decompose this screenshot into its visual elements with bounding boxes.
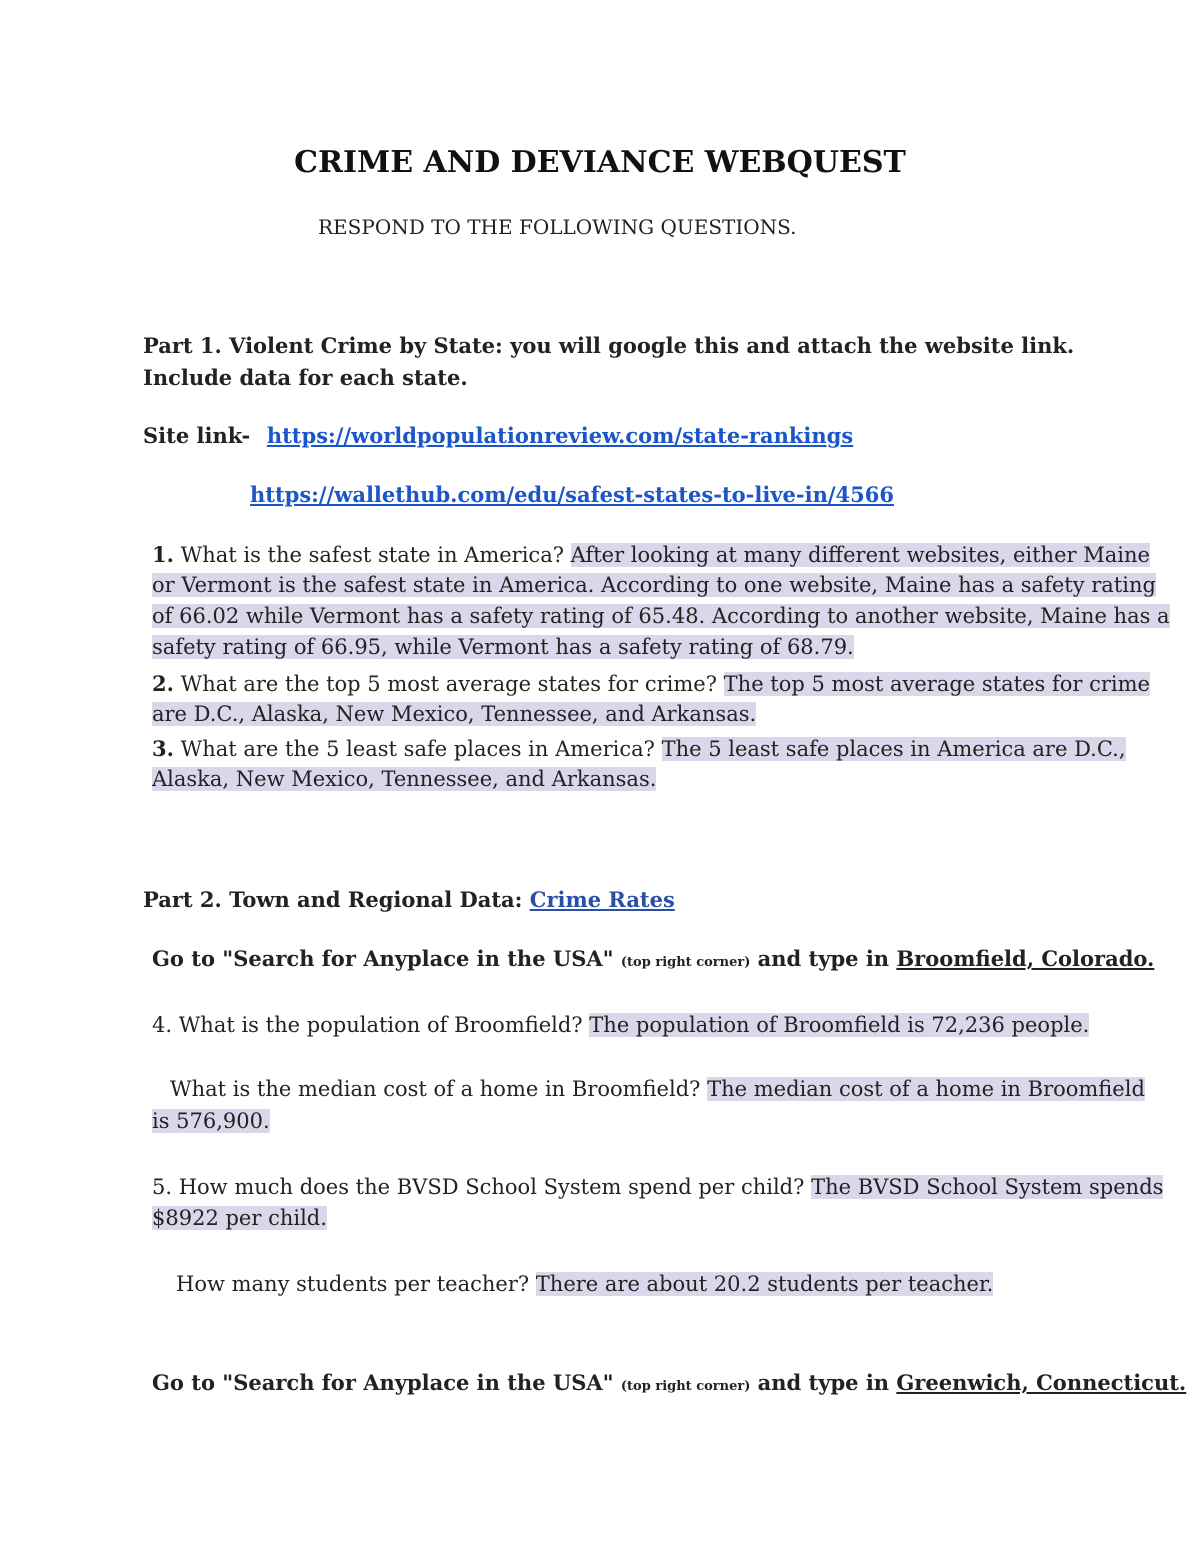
instruction1-place: Broomfield, Colorado. [896,946,1155,971]
part1-heading-line1: Part 1. Violent Crime by State: you will google this and attach the website link. [143,333,1075,358]
instruction1-pre: Go to "Search for Anyplace in the USA" [152,946,621,971]
q4-line [152,1010,1089,1042]
q5-answer-line1: The BVSD School System spends [811,1175,1164,1199]
q4-answer: The population of Broomfield is 72,236 people. [589,1013,1090,1037]
site-link-row [143,420,853,453]
crime-rates-link[interactable]: Crime Rates [529,887,675,912]
q1-question: What is the safest state in America? [173,543,571,567]
instruction2-place: Greenwich, Connecticut. [896,1370,1187,1395]
instruction-broomfield [152,943,1154,979]
q4-question: 4. What is the population of Broomfield? [152,1013,590,1037]
q2-answer-line1: The top 5 most average states for crime [723,672,1150,696]
q5-line1 [152,1172,1163,1204]
q5b-question: How many students per teacher? [176,1272,536,1296]
q5b-line [176,1269,993,1301]
q1-number: 1. [152,542,174,567]
q2-line1 [152,668,1150,701]
q3-number: 3. [152,736,174,761]
q3-answer-line1: The 5 least safe places in America are D.C., [661,737,1126,761]
part1-heading-line2: Include data for each state. [143,365,468,390]
page-title: CRIME AND DEVIANCE WEBQUEST [294,145,906,180]
q4b-answer-line2: is 576,900. [152,1109,270,1133]
page-subtitle: RESPOND TO THE FOLLOWING QUESTIONS. [318,215,797,239]
q5-question: 5. How much does the BVSD School System spend per child? [152,1175,812,1199]
q4b-line1 [170,1074,1145,1106]
q3-answer-line2: Alaska, New Mexico, Tennessee, and Arkansas. [152,767,657,791]
q1-answer-line1: After looking at many different websites, either Maine [570,543,1150,567]
q1-answer-line2: or Vermont is the safest state in America. According to one website, Maine has a safety rating [152,573,1156,597]
instruction1-mid: and type in [750,946,897,971]
wallethub-link-row [250,479,894,512]
instruction2-mid: and type in [750,1370,897,1395]
site-link-label: Site link- [143,423,251,448]
instruction2-small: (top right corner) [620,1379,751,1394]
q5b-answer: There are about 20.2 students per teacher. [535,1272,994,1296]
part2-heading-text: Part 2. Town and Regional Data: [143,887,530,912]
q2-number: 2. [152,671,174,696]
part2-heading [143,884,675,917]
wallethub-link[interactable]: https://wallethub.com/edu/safest-states-to-live-in/4566 [250,482,894,507]
q1-answer-line4: safety rating of 66.95, while Vermont has a safety rating of 68.79. [152,635,854,659]
q4b-question: What is the median cost of a home in Broomfield? [170,1077,708,1101]
q2-question: What are the top 5 most average states for crime? [173,672,724,696]
q4b-answer-line1: The median cost of a home in Broomfield [707,1077,1145,1101]
q1-line1 [152,539,1150,572]
instruction2-pre: Go to "Search for Anyplace in the USA" [152,1370,621,1395]
instruction-greenwich [152,1367,1186,1403]
q5-answer-line2: $8922 per child. [152,1206,327,1230]
q3-line1 [152,733,1126,766]
q1-answer-line3: of 66.02 while Vermont has a safety rating of 65.48. According to another website, Maine has a [152,604,1170,628]
q2-answer-line2: are D.C., Alaska, New Mexico, Tennessee, and Arkansas. [152,702,757,726]
worldpopulationreview-link[interactable]: https://worldpopulationreview.com/state-rankings [266,423,854,448]
instruction1-small: (top right corner) [620,955,751,970]
q3-question: What are the 5 least safe places in America? [173,737,662,761]
